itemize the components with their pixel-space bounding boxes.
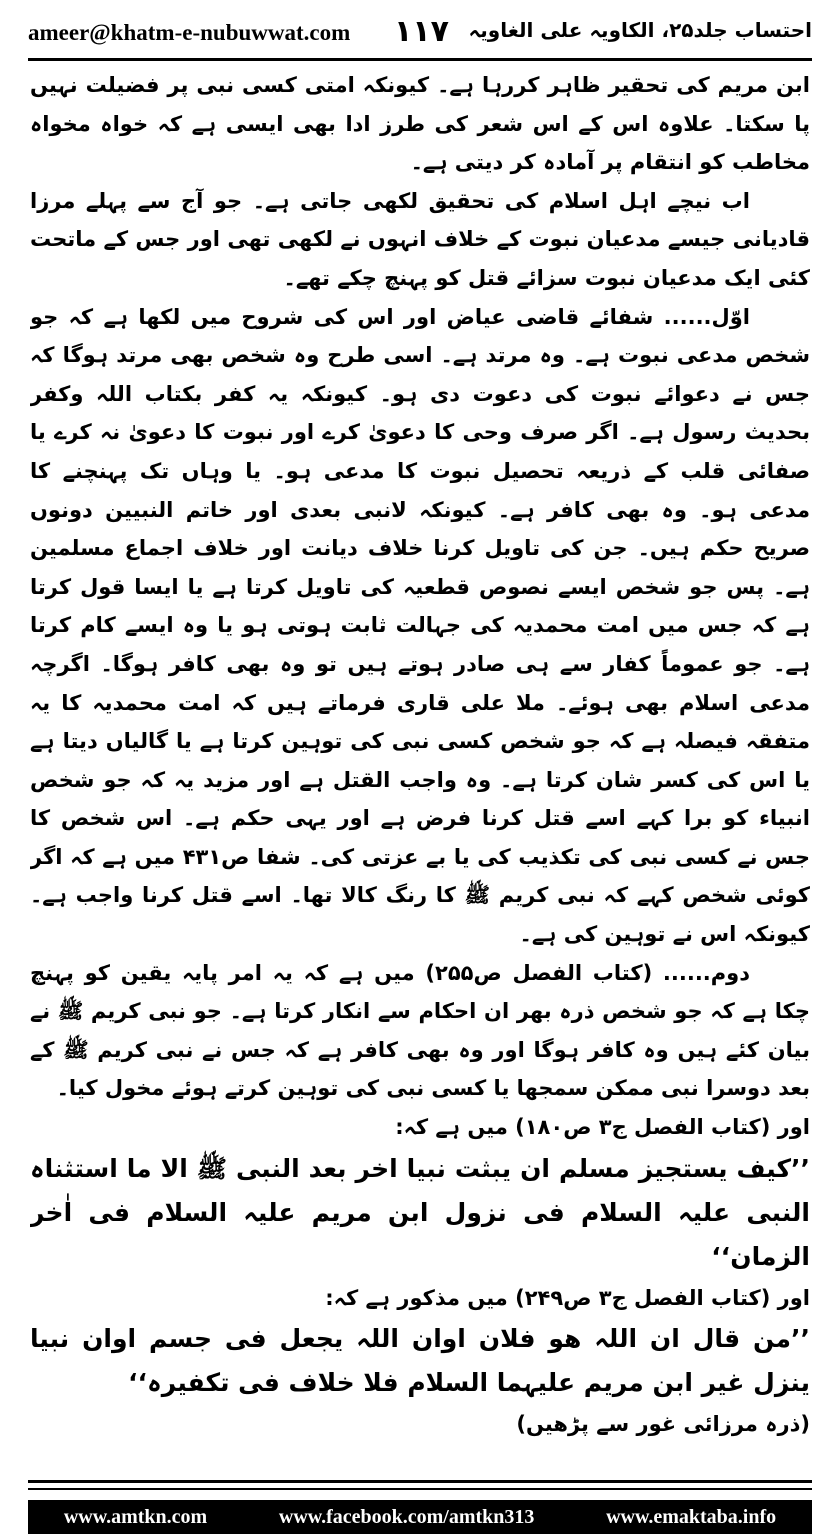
footer-divider-top <box>28 1480 812 1483</box>
footer-divider-bottom <box>28 1488 812 1490</box>
book-title: احتساب جلد۲۵، الکاویہ علی الغاویہ <box>468 18 812 42</box>
page-body <box>30 66 810 1470</box>
quote-intro-2: اور (کتاب الفصل ج۳ ص۲۴۹) میں مذکور ہے کہ: <box>325 1285 810 1310</box>
footer-link-facebook[interactable]: www.facebook.com/amtkn313 <box>278 1505 535 1528</box>
quote-intro-1: اور (کتاب الفصل ج۳ ص۱۸۰) میں ہے کہ: <box>395 1115 810 1140</box>
paragraph-awwal: اوّل...... شفائے قاضی عیاض اور اس کی شروح میں لکھا ہے کہ جو شخص مدعی نبوت ہے۔ وہ مرتد ہے۔ اسی طرح وہ شخص بھی مرتد ہوگا کہ جس نے دعوائے نبوت کی دعوت دی ہو۔ کیونکہ یہ کفر بکتاب اللہ وکفر بحدیث رسول ہے۔ اگر صرف وحی کا دعویٰ کرے اور نبوت کا دعویٰ نہ کرے یا صفائی قلب کے ذریعہ تحصیل نبوت کا مدعی ہو۔ یا وہاں تک پہنچنے کا مدعی ہو۔ وہ بھی کافر ہے۔ کیونکہ لانبی بعدی اور خاتم النبیین دونوں صریح حکم ہیں۔ جن کی تاویل کرنا خلاف دیانت اور خلاف اجماع مسلمین ہے۔ پس جو شخص ایسے نصوص قطعیہ کی تاویل کرتا ہے یا ایسا قول کرتا ہے کہ جس میں امت محمدیہ کی جہالت ثابت ہوتی ہو یا وہ ایسے کام کرتا ہے۔ جو عموماً کفار سے ہی صادر ہوتے ہیں تو وہ بھی کافر ہوگا۔ اگرچہ مدعی اسلام بھی ہوئے۔ ملا علی قاری فرماتے ہیں کہ امت محمدیہ کا یہ متفقہ فیصلہ ہے کہ جو شخص کسی نبی کی توہین کرتا ہے یا گالیاں دیتا ہے یا اس کی کسر شان کرتا ہے۔ وہ واجب القتل ہے اور مزید یہ کہ جو شخص انبیاء کو برا کہے اسے قتل کرنا فرض ہے اور یہی حکم ہے۔ اس شخص کا جس نے کسی نبی کی تکذیب کی یا بے عزتی کی۔ شفا ص۴۳۱ میں ہے کہ اگر کوئی شخص کہے کہ نبی کریم ﷺ کا رنگ کالا تھا۔ اسے قتل کرنا واجب ہے۔ کیونکہ اس نے توہین کی ہے۔ <box>30 304 810 947</box>
page-header <box>28 14 812 54</box>
paragraph-dom: دوم...... (کتاب الفصل ص۲۵۵) میں ہے کہ یہ امر پایہ یقین کو پہنچ چکا ہے کہ جو شخص ذرہ بھر ان احکام سے انکار کرتا ہے۔ جو نبی کریم ﷺ نے بیان کئے ہیں وہ کافر ہوگا اور وہ بھی کافر ہے کہ جس نے نبی کریم ﷺ کے بعد دوسرا نبی ممکن سمجھا یا کسی نبی کی توہین کرتے ہوئے مخول کیا۔ <box>30 960 810 1101</box>
page-number: ۱۱۷ <box>394 14 449 49</box>
closing-note: (ذرہ مرزائی غور سے پڑھیں) <box>516 1412 810 1437</box>
footer-link-amtkn[interactable]: www.amtkn.com <box>63 1505 208 1528</box>
arabic-quote-2: ’’من قال ان اللہ ھو فلان اوان اللہ یجعل فی جسم اوان نبیا ینزل غیر ابن مریم علیہما السلام فلا خلاف فی تکفیرہ‘‘ <box>30 1324 810 1398</box>
footer-links <box>28 1500 812 1534</box>
arabic-quote-1: ’’کیف یستجیز مسلم ان یبثت نبیا اخر بعد النبی ﷺ الا ما استثناہ النبی علیہ السلام فی نزول ابن مریم علیہ السلام فی اٰخر الزمان‘‘ <box>30 1153 810 1271</box>
header-email: ameer@khatm-e-nubuwwat.com <box>28 20 351 45</box>
paragraph-2: اب نیچے اہل اسلام کی تحقیق لکھی جاتی ہے۔ جو آج سے پہلے مرزا قادیانی جیسے مدعیان نبوت کے خلاف انہوں نے لکھی تھی اور جس کے ماتحت کئی ایک مدعیان نبوت سزائے قتل کو پہنچ چکے تھے۔ <box>30 188 810 290</box>
footer-link-emaktaba[interactable]: www.emaktaba.info <box>606 1505 777 1528</box>
header-divider <box>28 58 812 61</box>
paragraph-1: ابن مریم کی تحقیر ظاہر کررہا ہے۔ کیونکہ امتی کسی نبی پر فضیلت نہیں پا سکتا۔ علاوہ اس کے اس شعر کی طرز ادا بھی ایسی ہے کہ خواہ مخواہ مخاطب کو انتقام پر آمادہ کر دیتی ہے۔ <box>30 73 810 175</box>
